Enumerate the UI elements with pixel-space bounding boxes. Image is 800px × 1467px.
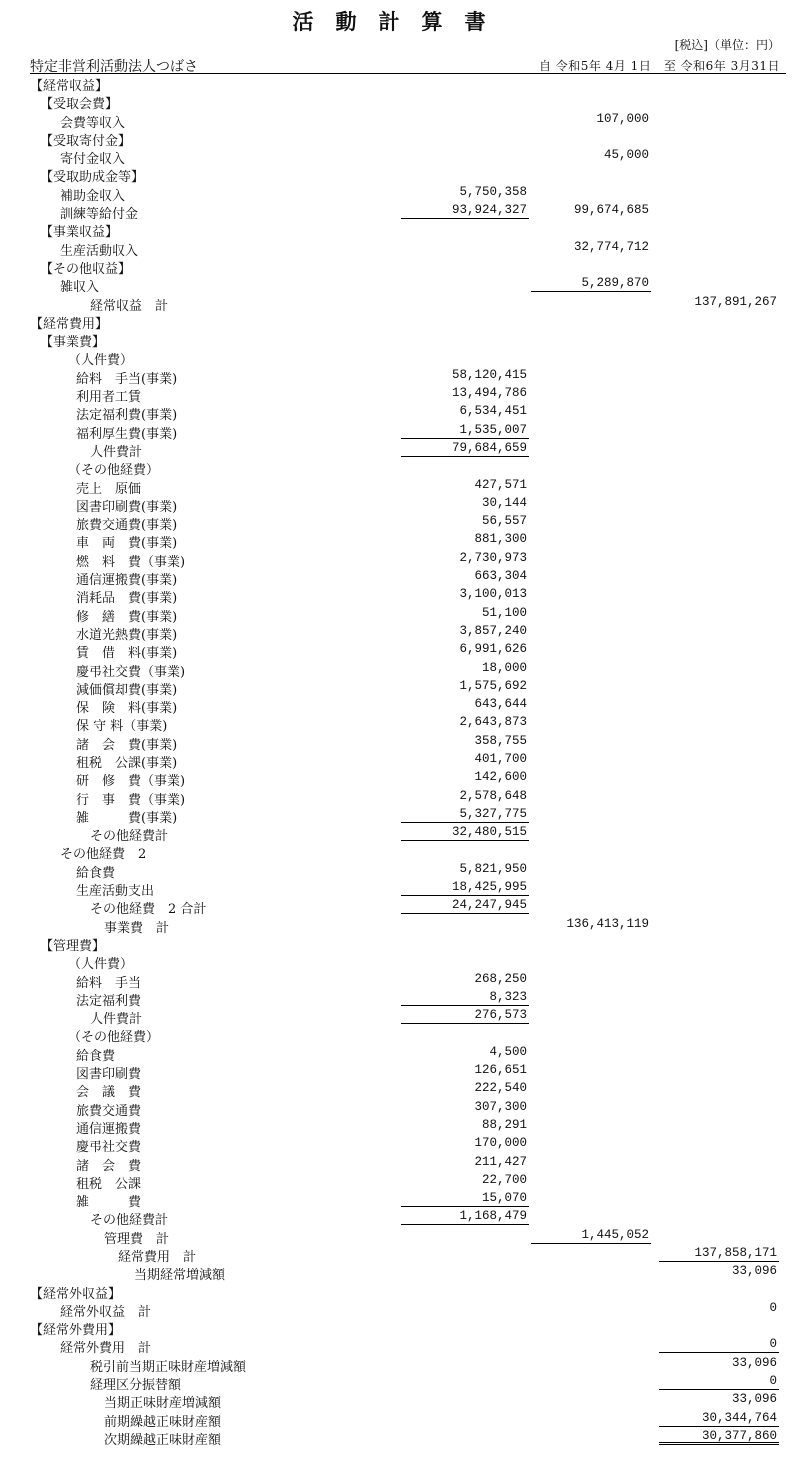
row-label: 雑 費 (76, 1195, 142, 1211)
amount-col-1: 222,540 (474, 1081, 527, 1096)
row-label: 【経常外費用】 (30, 1323, 122, 1339)
statement-row (0, 1025, 800, 1046)
amount-col-3: 137,891,267 (694, 294, 777, 309)
statement-row (0, 348, 800, 369)
statement-rows (0, 74, 800, 1446)
statement-row (0, 257, 800, 275)
statement-row (0, 788, 800, 806)
amount-col-1: 358,755 (474, 733, 527, 748)
statement-row (0, 1044, 800, 1062)
row-label: 法定福利費 (76, 993, 142, 1009)
statement-row (0, 184, 800, 202)
statement-row (0, 477, 800, 495)
row-label: その他経費 2 合計 (90, 902, 207, 918)
statement-row (0, 1208, 800, 1229)
amount-col-3: 30,377,860 (659, 1429, 779, 1445)
row-label: 【受取寄付金】 (40, 133, 132, 149)
fiscal-period: 自 令和5年 4月 1日 至 令和6年 3月31日 (538, 59, 780, 73)
amount-col-2: 136,413,119 (566, 916, 649, 931)
amount-col-1: 1,575,692 (459, 678, 527, 693)
row-label: 慶弔社交費 (76, 1140, 142, 1156)
statement-row (0, 294, 800, 312)
statement-row (0, 971, 800, 989)
amount-col-1: 268,250 (474, 971, 527, 986)
statement-row (0, 1099, 800, 1117)
statement-row (0, 239, 800, 257)
statement-row (0, 1428, 800, 1446)
amount-col-1: 58,120,415 (451, 367, 527, 382)
statement-row (0, 934, 800, 952)
amount-col-3: 137,858,171 (659, 1246, 779, 1262)
statement-row (0, 495, 800, 513)
row-label: 補助金収入 (60, 188, 126, 204)
row-label: 給料 手当(事業) (76, 371, 178, 387)
amount-col-1: 30,144 (481, 495, 527, 510)
row-label: 給食費 (76, 1048, 116, 1064)
amount-col-1: 88,291 (481, 1117, 527, 1132)
amount-col-1: 2,643,873 (459, 715, 527, 730)
amount-col-2: 32,774,712 (573, 239, 649, 254)
row-label: その他経費 2 (60, 847, 147, 863)
amount-col-1: 142,600 (474, 770, 527, 785)
row-label: 図書印刷費(事業) (76, 499, 178, 515)
amount-col-1: 170,000 (474, 1136, 527, 1151)
organization-name: 特定非営利活動法人つばさ (30, 59, 198, 75)
row-label: 税引前当期正味財産増減額 (90, 1359, 247, 1375)
statement-row (0, 129, 800, 147)
row-label: その他経費計 (90, 1213, 169, 1229)
amount-col-1: 1,168,479 (401, 1209, 529, 1225)
amount-col-2: 45,000 (603, 148, 649, 163)
row-label: 売上 原価 (76, 481, 142, 497)
amount-col-1: 5,821,950 (459, 861, 527, 876)
statement-row (0, 952, 800, 973)
row-label: 燃 料 費（事業) (76, 554, 186, 570)
row-label: 訓練等給付金 (60, 207, 139, 223)
statement-row (0, 531, 800, 552)
amount-col-1: 79,684,659 (401, 441, 529, 457)
amount-col-3: 0 (659, 1337, 779, 1353)
amount-col-1: 5,750,358 (459, 184, 527, 199)
amount-col-1: 643,644 (474, 697, 527, 712)
row-label: 保 守 料（事業) (76, 719, 168, 735)
amount-col-1: 8,323 (401, 990, 529, 1006)
row-label: 給食費 (76, 865, 116, 881)
amount-col-1: 15,070 (401, 1191, 529, 1207)
amount-col-1: 18,000 (481, 660, 527, 675)
row-label: 慶弔社交費（事業) (76, 664, 186, 680)
statement-row (0, 1062, 800, 1083)
row-label: 生産活動支出 (76, 884, 155, 900)
amount-col-1: 22,700 (481, 1172, 527, 1187)
row-label: （人件費） (68, 957, 134, 973)
statement-row (0, 1227, 800, 1245)
row-label: 当期経常増減額 (134, 1268, 226, 1284)
row-label: 経常費用 計 (118, 1250, 197, 1265)
row-label: 【受取助成金等】 (40, 170, 145, 186)
statement-row (0, 641, 800, 662)
statement-row (0, 1154, 800, 1172)
row-label: 行 事 費（事業) (76, 792, 186, 808)
statement-row (0, 74, 800, 92)
statement-row (0, 1007, 800, 1028)
row-label: 諸 会 費(事業) (76, 737, 178, 753)
row-label: 当期正味財産増減額 (104, 1396, 222, 1412)
row-label: 減価償却費(事業) (76, 682, 178, 698)
statement-row (0, 1190, 800, 1211)
row-label: 【経常費用】 (30, 316, 109, 332)
statement-row (0, 1282, 800, 1300)
row-label: 図書印刷費 (76, 1067, 142, 1083)
statement-row (0, 733, 800, 751)
unit-note: [税込]（単位：円） (674, 38, 780, 52)
statement-row (0, 275, 800, 296)
amount-col-1: 4,500 (489, 1044, 527, 1059)
statement-row (0, 422, 800, 440)
amount-col-1: 1,535,007 (401, 423, 529, 439)
row-label: （人件費） (68, 353, 134, 369)
amount-col-1: 6,991,626 (459, 642, 527, 657)
row-label: 【経常収益】 (30, 79, 109, 94)
row-label: 【事業収益】 (40, 225, 119, 241)
statement-row (0, 861, 800, 879)
row-label: 会費等収入 (60, 115, 126, 131)
row-label: 給料 手当 (76, 975, 142, 991)
statement-row (0, 330, 800, 351)
statement-row (0, 1117, 800, 1135)
statement-row (0, 879, 800, 900)
statement-row (0, 842, 800, 863)
amount-col-1: 401,700 (474, 751, 527, 766)
statement-row (0, 1263, 800, 1284)
amount-col-1: 51,100 (481, 605, 527, 620)
statement-row (0, 586, 800, 607)
amount-col-1: 881,300 (474, 532, 527, 547)
amount-col-3: 33,096 (731, 1264, 777, 1279)
amount-col-1: 93,924,327 (401, 203, 529, 219)
row-label: 研 修 費（事業) (76, 774, 186, 790)
row-label: 消耗品 費(事業) (76, 591, 178, 607)
statement-row (0, 714, 800, 735)
amount-col-1: 2,730,973 (459, 550, 527, 565)
statement-row (0, 678, 800, 696)
row-label: その他経費計 (90, 829, 169, 845)
row-label: 寄付金収入 (60, 152, 126, 168)
row-label: 租税 公課(事業) (76, 755, 178, 771)
statement-row (0, 806, 800, 824)
row-label: 【管理費】 (40, 938, 106, 954)
statement-row (0, 111, 800, 129)
row-label: 【経常外収益】 (30, 1286, 122, 1302)
statement-row (0, 1373, 800, 1394)
row-label: 利用者工賃 (76, 390, 142, 406)
row-label: 人件費計 (90, 1012, 143, 1028)
row-label: 事業費 計 (104, 920, 170, 936)
amount-col-1: 307,300 (474, 1099, 527, 1114)
row-label: 諸 会 費 (76, 1158, 142, 1174)
amount-col-1: 663,304 (474, 569, 527, 584)
row-label: 車 両 費(事業) (76, 536, 178, 552)
amount-col-2: 5,289,870 (531, 276, 651, 292)
statement-row (0, 769, 800, 790)
statement-row (0, 1080, 800, 1101)
statement-row (0, 1245, 800, 1263)
amount-col-1: 427,571 (474, 477, 527, 492)
amount-col-1: 276,573 (401, 1008, 529, 1024)
amount-col-1: 13,494,786 (451, 386, 527, 401)
statement-row (0, 1172, 800, 1190)
amount-col-1: 18,425,995 (401, 880, 529, 896)
row-label: 賃 借 料(事業) (76, 646, 178, 662)
amount-col-1: 2,578,648 (459, 788, 527, 803)
row-label: 通信運搬費(事業) (76, 573, 178, 589)
row-label: （その他経費） (68, 1030, 160, 1046)
statement-row (0, 605, 800, 623)
statement-row (0, 623, 800, 641)
statement-row (0, 92, 800, 113)
statement-row (0, 696, 800, 717)
row-label: 会 議 費 (76, 1085, 142, 1101)
row-label: 経常外収益 計 (60, 1304, 152, 1320)
statement-row (0, 513, 800, 534)
row-label: （その他経費） (68, 463, 160, 479)
statement-row (0, 403, 800, 424)
statement-row (0, 897, 800, 918)
row-label: 経常収益 計 (90, 298, 169, 314)
statement-row (0, 916, 800, 934)
statement-row (0, 202, 800, 223)
statement-row (0, 824, 800, 845)
amount-col-3: 30,344,764 (659, 1411, 779, 1427)
amount-col-2: 99,674,685 (573, 203, 649, 218)
row-label: 【事業費】 (40, 335, 106, 351)
statement-row (0, 751, 800, 769)
row-label: 旅費交通費(事業) (76, 518, 178, 534)
statement-row (0, 165, 800, 186)
statement-row (0, 568, 800, 589)
statement-row (0, 1355, 800, 1373)
row-label: 修 繕 費(事業) (76, 609, 178, 625)
amount-col-2: 1,445,052 (531, 1228, 651, 1244)
amount-col-1: 3,100,013 (459, 587, 527, 602)
amount-col-1: 24,247,945 (401, 898, 529, 914)
row-label: 法定福利費(事業) (76, 408, 178, 424)
statement-row (0, 550, 800, 568)
row-label: 租税 公課 (76, 1176, 142, 1192)
document-title: 活動計算書 (292, 10, 508, 34)
amount-col-1: 5,327,775 (401, 807, 529, 823)
statement-row (0, 1300, 800, 1318)
statement-row (0, 660, 800, 678)
row-label: 【受取会費】 (40, 97, 119, 113)
row-label: 経理区分振替額 (90, 1378, 182, 1394)
row-label: 人件費計 (90, 444, 143, 460)
row-label: 水道光熱費(事業) (76, 627, 178, 643)
row-label: 旅費交通費 (76, 1103, 142, 1119)
statement-row (0, 989, 800, 1007)
statement-row (0, 458, 800, 479)
statement-row (0, 147, 800, 168)
row-label: 福利厚生費(事業) (76, 426, 178, 442)
row-label: 生産活動収入 (60, 243, 139, 259)
amount-col-1: 6,534,451 (459, 404, 527, 419)
statement-row (0, 312, 800, 330)
statement-row (0, 1391, 800, 1412)
statement-row (0, 385, 800, 406)
statement-row (0, 1410, 800, 1428)
row-label: 保 険 料(事業) (76, 701, 178, 717)
row-label: 管理費 計 (104, 1231, 170, 1247)
statement-row (0, 1135, 800, 1156)
amount-col-3: 0 (769, 1300, 777, 1315)
statement-row (0, 367, 800, 385)
amount-col-1: 32,480,515 (401, 825, 529, 841)
row-label: 【その他収益】 (40, 261, 132, 277)
row-label: 雑収入 (60, 280, 100, 296)
row-label: 通信運搬費 (76, 1121, 142, 1137)
amount-col-1: 3,857,240 (459, 623, 527, 638)
row-label: 雑 費(事業) (76, 810, 178, 826)
statement-row (0, 1336, 800, 1357)
row-label: 次期繰越正味財産額 (104, 1432, 222, 1448)
statement-row (0, 220, 800, 241)
amount-col-3: 33,096 (731, 1355, 777, 1370)
amount-col-2: 107,000 (596, 111, 649, 126)
amount-col-3: 0 (659, 1374, 779, 1390)
row-label: 経常外費用 計 (60, 1341, 152, 1357)
row-label: 前期繰越正味財産額 (104, 1414, 222, 1430)
statement-row (0, 1318, 800, 1339)
amount-col-3: 33,096 (731, 1392, 777, 1407)
amount-col-1: 211,427 (474, 1154, 527, 1169)
amount-col-1: 56,557 (481, 514, 527, 529)
statement-row (0, 440, 800, 458)
amount-col-1: 126,651 (474, 1063, 527, 1078)
